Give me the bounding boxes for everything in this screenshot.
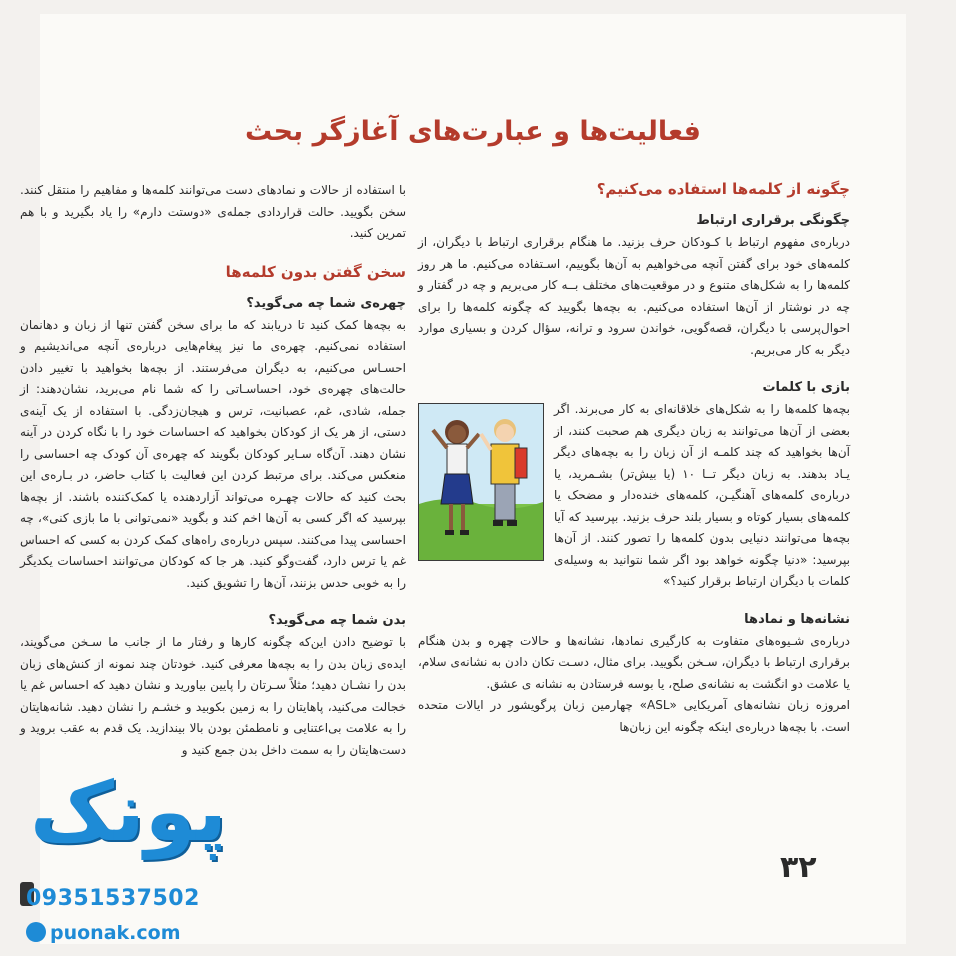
left-column — [20, 180, 406, 761]
left-column-heading: سخن گفتن بدون کلمه‌ها — [225, 262, 406, 281]
children-illustration — [418, 403, 544, 561]
page-title: فعالیت‌ها و عبارت‌های آغازگر بحث — [245, 116, 701, 147]
section-title-communication: چگونگی برقراری ارتباط — [696, 213, 850, 228]
page-number: ۳۲ — [780, 850, 817, 885]
left-intro-text: با استفاده از حالات و نمادهای دست می‌توانند کلمه‌ها و مفاهیم را منتقل کنند. سخن بگویید. حالت قراردادی جمله‌ی «دوستت دارم» را یاد بگیرید و با هم تمرین کنید. — [20, 183, 406, 240]
section-text-body: با توضیح دادن این‌که چگونه کارها و رفتار ما از جانب ما سـخن می‌گویند، ایده‌ی زبان بدن را به بچه‌ها معرفی کنید. خودتان چند نمونه از کنش‌های زبان بدن را نشـان دهید؛ مثلاً سـرتان را پایین بیاورید و نشان دهید که احساس غم یا خجالت می‌کنید، پاهایتان را به زمین بکوبید و خشـم را نشان دهید. شانه‌هایتان را به علامت بی‌اعتنایی و نامطمئن بودن بالا بیندازید. یک قدم به عقب بروید و دست‌هایتان را به سمت داخل بدن جمع کنید و — [20, 635, 406, 757]
globe-icon — [26, 922, 46, 942]
watermark-logo: پونک — [30, 765, 227, 860]
section-title-face: چهره‌ی شما چه می‌گوید؟ — [246, 295, 406, 311]
watermark-phone: 09351537502 — [26, 886, 200, 911]
section-text-face: به بچه‌ها کمک کنید تا دریابند که ما برای سخن گفتن تنها از زبان و دهانمان استفاده نمی‌کنیم. چهره‌ی ما نیز پیغام‌هایی درباره‌ی آنچه می‌اندیشیم و احسـاس می‌کنیم، به دیگران می‌فرستند. از بچه‌ها بخواهید با تغییر دادن حالت‌های چهره‌ی خود، احساسـاتی را که شما نام می‌برید، نشان‌دهند: از جمله، شادی، غم، عصبانیت، ترس و هیجان‌زدگی. با استفاده از یک آینه‌ی دستی، از هر یک از کودکان بخواهید که احساسات خود را با نگاه کردن در آینه نشان دهند. آن‌گاه سـایر کودکان بگویند که چهره‌ی آن کودک چه احساسی را منعکس می‌کند. برای مرتبط کردن این فعالیت با کتاب حاضر، در بـاره‌ی این بحث کنید که حالات چهـره می‌تواند آزاردهنده یا کمک‌کننده باشند. از بچه‌ها بپرسید که اگر کسی به آن‌ها اخم کند و بگوید «نمی‌توانی با ما بازی کنی»، چه احساسی پیدا می‌کنند. سپس درباره‌ی راه‌های کمک کردن به کسی که احساس غم یا ترس دارد، گفت‌وگو کنید. هر جا که کودکان می‌توانند احساسات یکدیگر را به خوبی حدس بزنند، آن‌ها را تشویق کنید. — [20, 317, 406, 590]
right-column — [418, 178, 850, 738]
section-text-communication: درباره‌ی مفهوم ارتباط با کـودکان حرف بزنید. ما هنگام برقراری ارتباط با دیگران، از کلمه‌های خود برای گفتن آنچه می‌خواهیم به آن‌ها بگوییم، اسـتفاده می‌کنیم. ما هر روز کلمه‌ها را به شکل‌های متنوع و در موقعیت‌های مختلف بــه کار می‌بریم و چه در گفتار و چه در نوشتار از آن‌ها استفاده می‌کنیم. به بچه‌ها بگویید که چگونه کلمه‌ها را برای احوال‌پرسی با دیگران، قصه‌گویی، خواندن سرود و ترانه، سؤال کردن و بسیاری موارد دیگر به کار می‌بریم. — [418, 235, 850, 357]
section-title-body: بدن شما چه می‌گوید؟ — [268, 613, 406, 628]
section-text-word-play: بچه‌ها کلمه‌ها را به شکل‌های خلاقانه‌ای به کار می‌برند. اگر بعضی از آن‌ها می‌توانند به زبان دیگری هم صحبت کنند، از آن‌ها بخواهید که چند کلمـه از آن زبان را به بچه‌های دیگر یـاد بدهند. به زبان دیگر تــا ۱۰ (یا بیش‌تر) بشـمرید، یا درباره‌ی کلمه‌های آهنگیـن، کلمه‌های خنده‌دار و مضحک یا کلمه‌های بسیار کوتاه و بسیار بلند حرف بزنید. بپرسید که آیا بچه‌ها می‌توانند دنیایی بدون کلمه‌ها را تصور کنند. از آن‌ها بپرسید: «دنیا چگونه خواهد بود اگر شما نتوانید به وسیله‌ی کلمات با دیگران ارتباط برقرار کنید؟» — [554, 402, 851, 588]
section-title-signs-symbols: نشانه‌ها و نمادها — [744, 611, 850, 627]
section-text-signs-symbols: درباره‌ی شـیوه‌های متفاوت به کارگیری نمادها، نشانه‌ها و حالات چهره و بدن هنگام برقراری ارتباط با دیگران، سـخن بگویید. برای مثال، دسـت تکان دادن به نشانه‌ی سلام، یا علامت دو انگشت به نشانه‌ی صلح، یا بوسه فرستادن به نشانه ی عشق. — [418, 633, 850, 691]
section-title-word-play: بازی با کلمات — [762, 380, 850, 395]
section-text-asl: امروزه زبان نشانه‌های آمریکایی «ASL» چهارمین زبان پرگویشور در ایالات متحده است. با بچه‌ها درباره‌ی اینکه چگونه این زبان‌ها — [418, 698, 850, 734]
watermark-website: puonak.com — [50, 922, 181, 944]
right-column-heading: چگونه از کلمه‌ها استفاده می‌کنیم؟ — [596, 180, 850, 198]
